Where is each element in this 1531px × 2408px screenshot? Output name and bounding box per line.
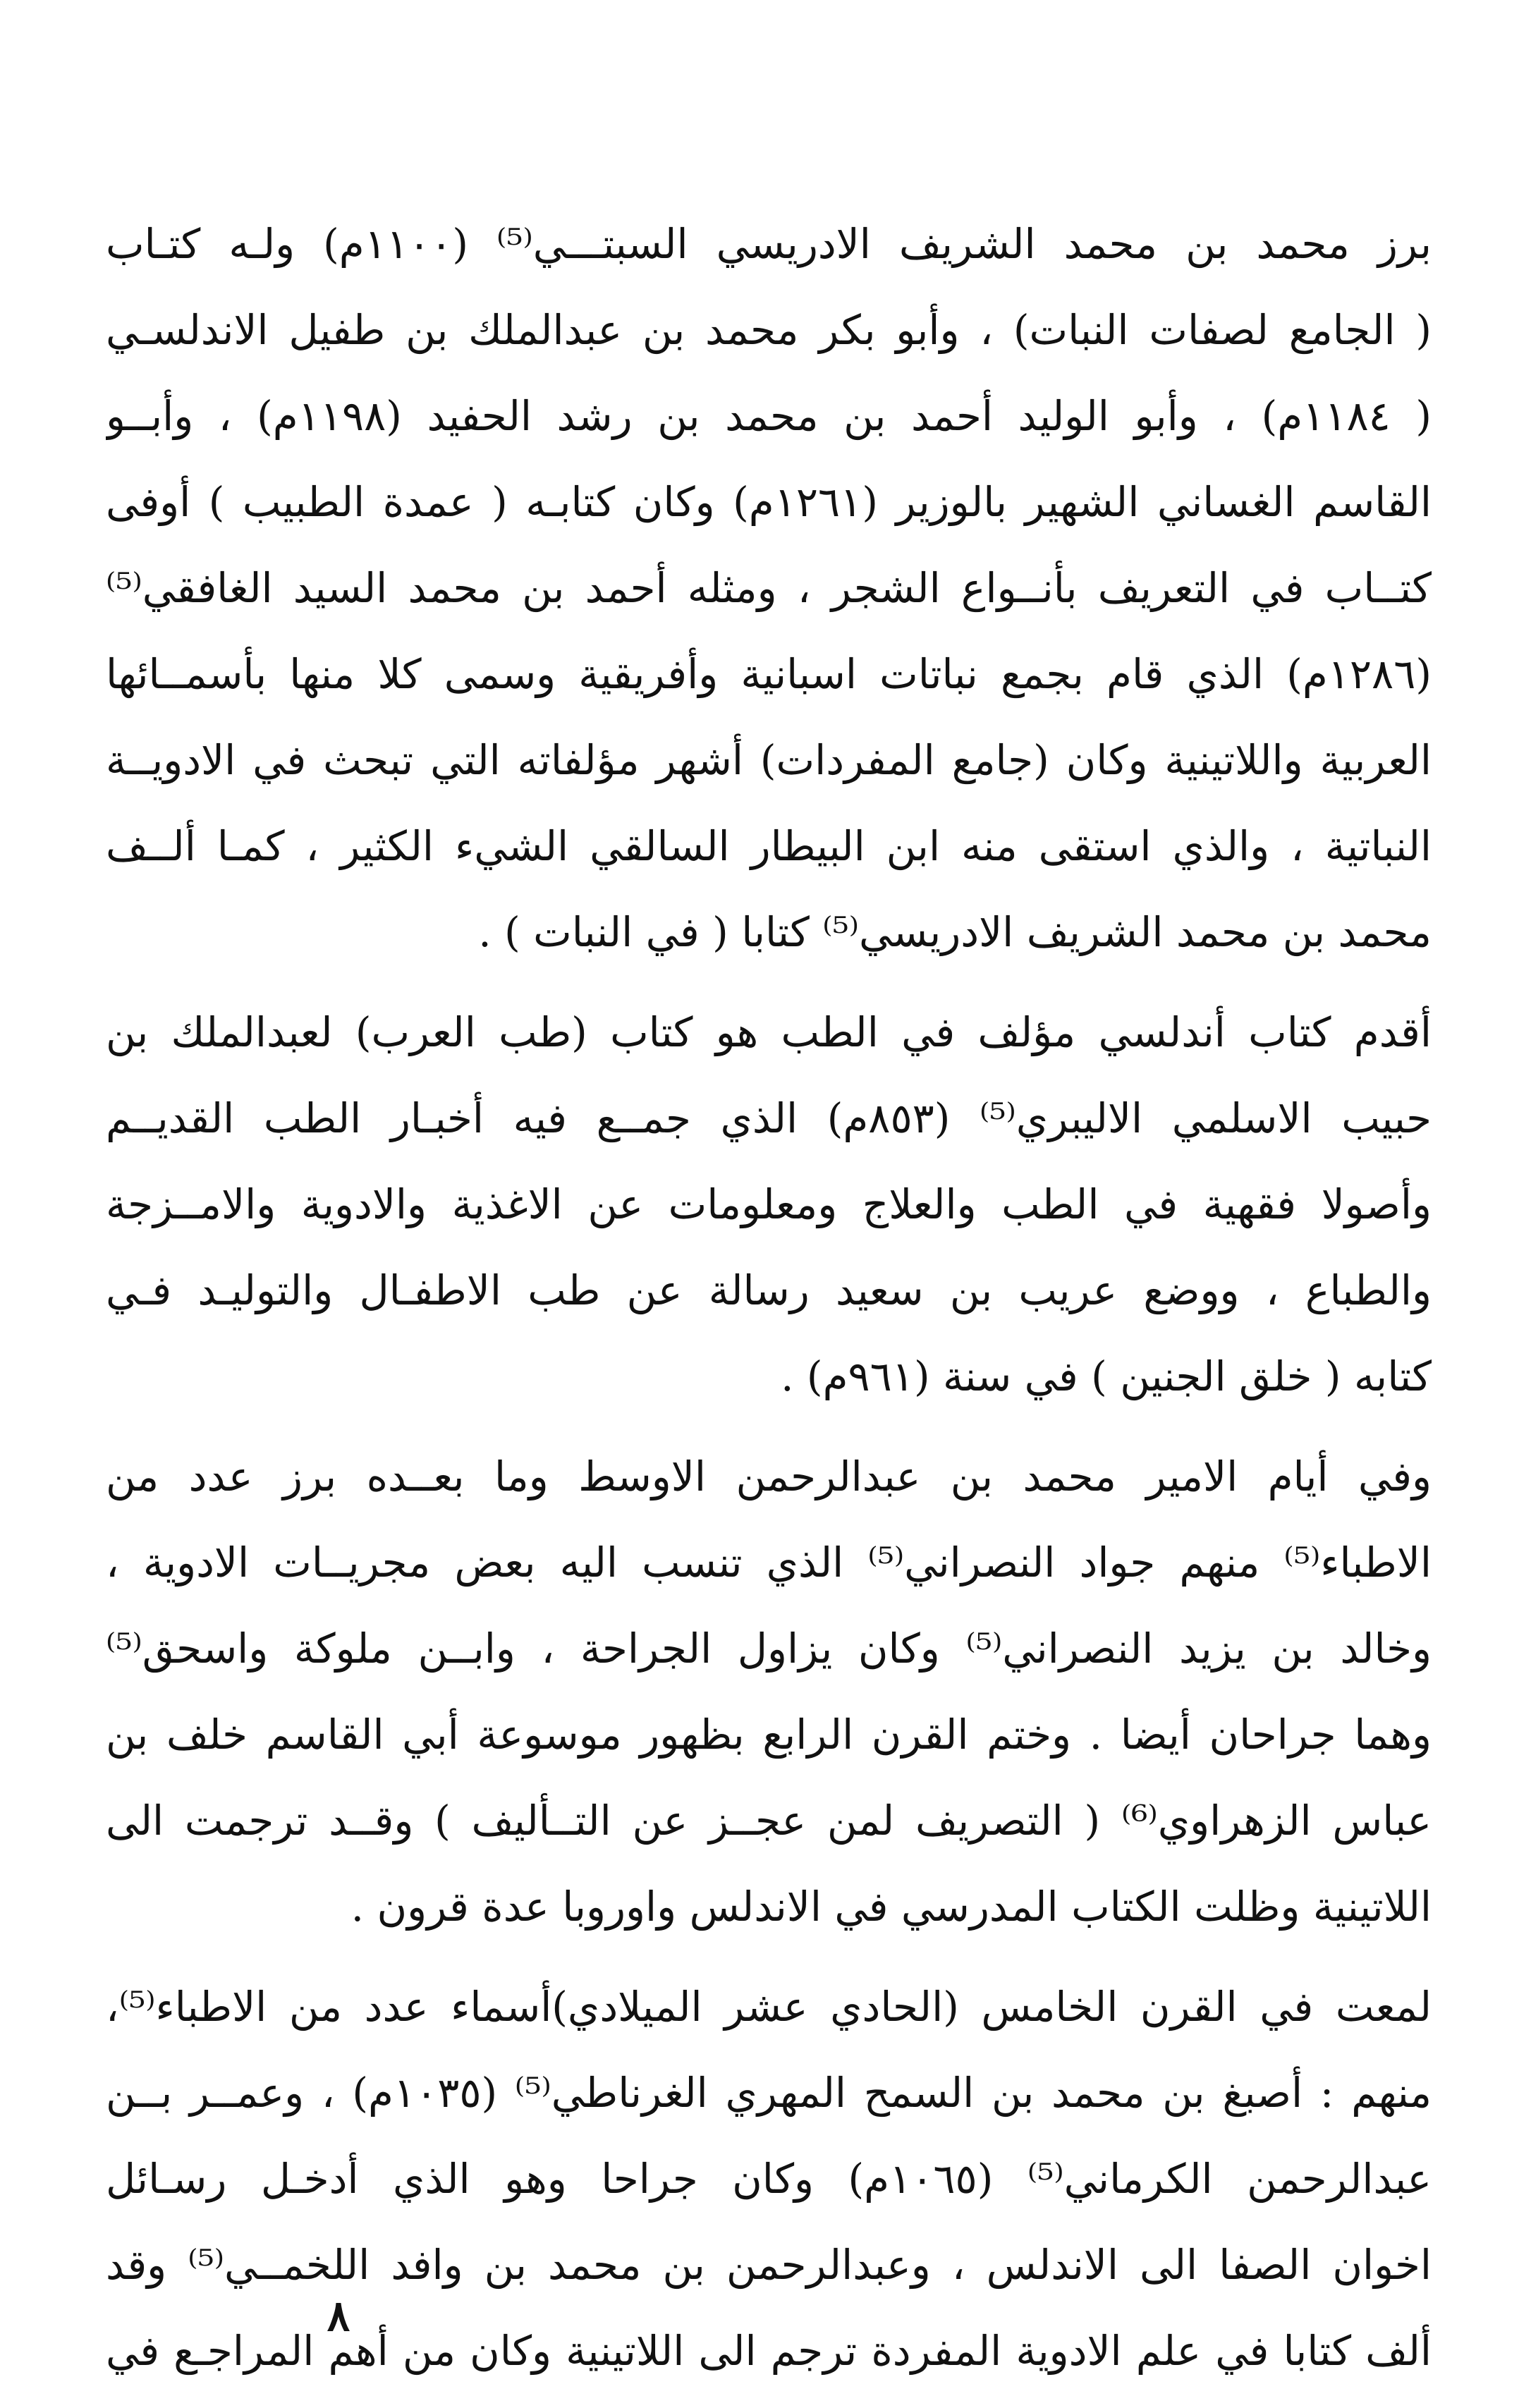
body-text	[106, 201, 1432, 2408]
text-line: كتــاب في التعريف بأنــواع الشجر ، ومثله أحمد بن محمد السيد الغافقي⁽⁵⁾	[106, 564, 1432, 612]
text-line: اللاتينية وظلت الكتاب المدرسي في الاندلس واوروبا عدة قرون .	[350, 1883, 1432, 1931]
text-line: ألف كتابا في علم الادوية المفردة ترجم الى اللاتينية وكان من أهم المراجـع في	[106, 2327, 1432, 2375]
text-line: أقدم كتاب أندلسي مؤلف في الطب هو كتاب (طب العرب) لعبدالملك بن	[106, 1008, 1432, 1056]
text-line: وأصولا فقهية في الطب والعلاج ومعلومات عن الاغذية والادوية والامــزجة	[106, 1180, 1432, 1228]
text-line: اخوان الصفا الى الاندلس ، وعبدالرحمن بن محمد بن وافد اللخمــي⁽⁵⁾ وقد	[106, 2241, 1432, 2289]
text-line: العربية واللاتينية وكان (جامع المفردات) أشهر مؤلفاته التي تبحث في الادويــة	[106, 736, 1432, 784]
text-line: كتابه ( خلق الجنين ) في سنة (٩٦١م) .	[781, 1352, 1432, 1400]
text-line: ( الجامع لصفات النبات) ، وأبو بكر محمد بن عبدالملك بن طفيل الاندلسـي	[106, 306, 1432, 354]
page-number: ٨	[327, 2292, 350, 2341]
text-line: ( ١١٨٤م) ، وأبو الوليد أحمد بن محمد بن رشد الحفيد (١١٩٨م) ، وأبــو	[106, 392, 1432, 440]
paragraph-fifth-century	[106, 1964, 1432, 2394]
text-line: وهما جراحان أيضا . وختم القرن الرابع بظهور موسوعة أبي القاسم خلف بن	[106, 1711, 1432, 1759]
text-line: عباس الزهراوي⁽⁶⁾ ( التصريف لمن عجــز عن التــأليف ) وقــد ترجمت الى	[106, 1797, 1432, 1845]
text-line: النباتية ، والذي استقى منه ابن البيطار السالقي الشيء الكثير ، كمـا ألــف	[106, 822, 1432, 870]
paragraph-emir-era-physicians	[106, 1434, 1432, 1950]
text-line: منهم : أصبغ بن محمد بن السمح المهري الغرناطي⁽⁵⁾ (١٠٣٥م) ، وعمــر بــن	[106, 2069, 1432, 2117]
paragraph-botanists	[106, 201, 1432, 975]
text-line: وفي أيام الامير محمد بن عبدالرحمن الاوسط وما بعــده برز عدد من	[106, 1453, 1432, 1501]
text-line: والطباع ، ووضع عريب بن سعيد رسالة عن طب الاطفـال والتوليـد فـي	[106, 1266, 1432, 1314]
text-line: القاسم الغساني الشهير بالوزير (١٢٦١م) وكان كتابـه ( عمدة الطبيب ) أوفى	[106, 478, 1432, 526]
text-line: برز محمد بن محمد الشريف الادريسي السبتـــي⁽⁵⁾ (١١٠٠م) ولـه كتـاب	[106, 220, 1432, 268]
paragraph-oldest-medical-book	[106, 989, 1432, 1419]
text-line: لمعت في القرن الخامس (الحادي عشر الميلادي)أسماء عدد من الاطباء⁽⁵⁾،	[106, 1983, 1432, 2031]
text-line: عبدالرحمن الكرماني⁽⁵⁾ (١٠٦٥م) وكان جراحا وهو الذي أدخـل رسـائل	[106, 2155, 1432, 2203]
text-line: الاطباء⁽⁵⁾ منهم جواد النصراني⁽⁵⁾ الذي تنسب اليه بعض مجريــات الادوية ،	[106, 1539, 1432, 1587]
text-line: (١٢٨٦م) الذي قام بجمع نباتات اسبانية وأفريقية وسمى كلا منها بأسمــائها	[106, 650, 1432, 698]
text-line: حبيب الاسلمي الاليبري⁽⁵⁾ (٨٥٣م) الذي جمــع فيه أخبـار الطب القديــم	[106, 1094, 1432, 1142]
text-line: وخالد بن يزيد النصراني⁽⁵⁾ وكان يزاول الجراحة ، وابــن ملوكة واسحق⁽⁵⁾	[106, 1625, 1432, 1673]
text-line: محمد بن محمد الشريف الادريسي⁽⁵⁾ كتابا ( في النبات ) .	[478, 908, 1432, 956]
